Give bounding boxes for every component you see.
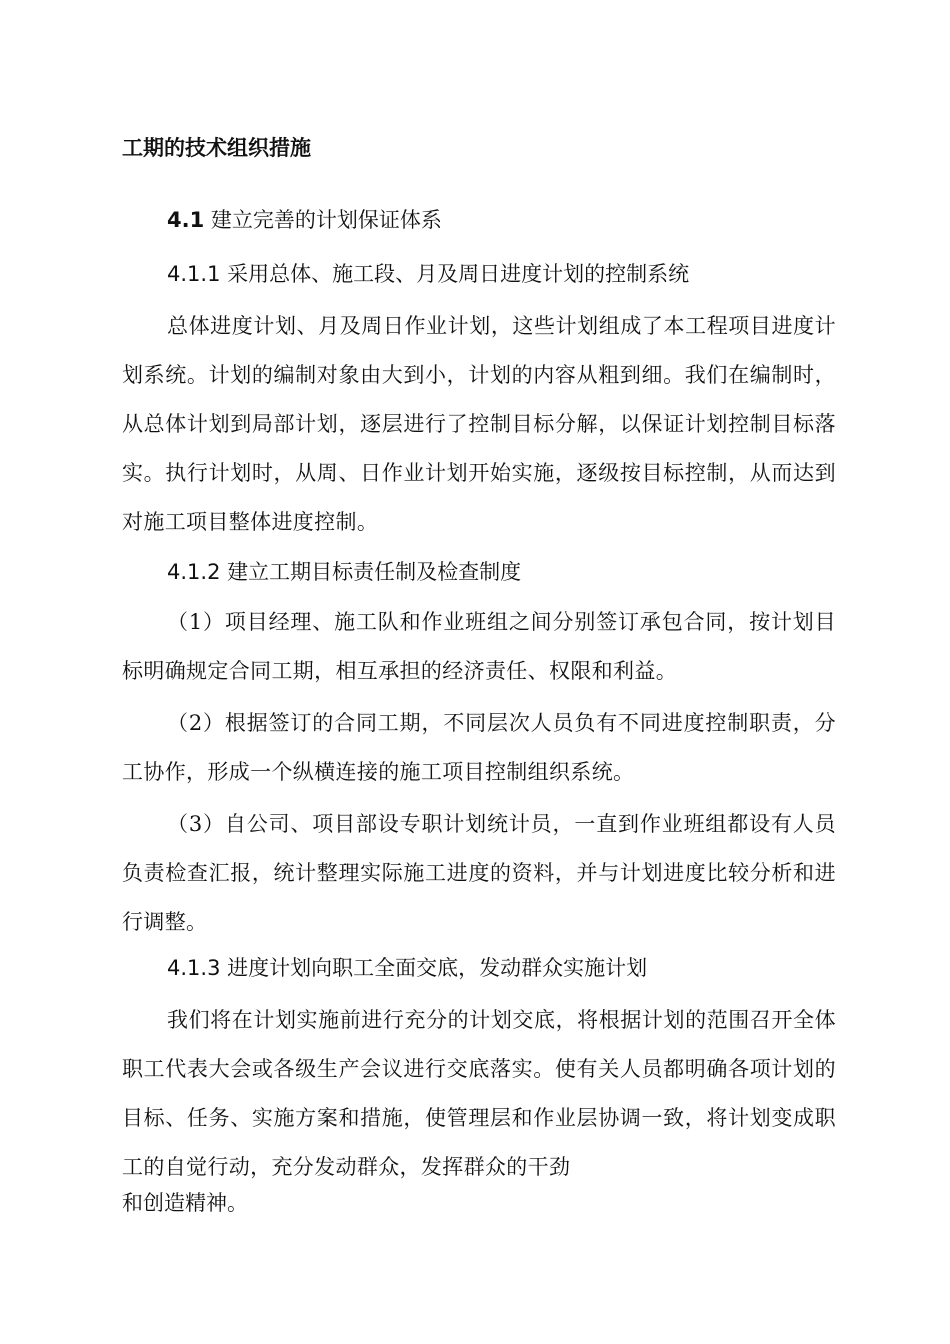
section-4-1-1 — [167, 256, 689, 292]
paragraph-tail-line: 和创造精神。 — [122, 1191, 248, 1215]
paragraph-control-system: 总体进度计划、月及周日作业计划，这些计划组成了本工程项目进度计划系统。计划的编制对象由大到小，计划的内容从粗到细。我们在编制时，从总体计划到局部计划，逐层进行了控制目标分解，以保证计划控制目标落实。执行计划时，从周、日作业计划开始实施，逐级按目标控制，从而达到对施工项目整体进度控制。 — [122, 314, 836, 534]
section-number: 4.1.1 — [167, 262, 221, 286]
section-title: 采用总体、施工段、月及周日进度计划的控制系统 — [227, 262, 690, 286]
section-4-1-2 — [167, 554, 521, 590]
document-heading: 工期的技术组织措施 — [122, 136, 311, 160]
section-title: 建立完善的计划保证体系 — [210, 208, 442, 232]
paragraph-item-3: （3）自公司、项目部设专职计划统计员，一直到作业班组都设有人员负责检查汇报，统计整理实际施工进度的资料，并与计划进度比较分析和进行调整。 — [122, 812, 836, 934]
section-number: 4.1.2 — [167, 560, 221, 584]
paragraph-item-2: （2）根据签订的合同工期，不同层次人员负有不同进度控制职责，分工协作，形成一个纵横连接的施工项目控制组织系统。 — [122, 711, 836, 784]
paragraph-briefing: 我们将在计划实施前进行充分的计划交底，将根据计划的范围召开全体职工代表大会或各级生产会议进行交底落实。使有关人员都明确各项计划的目标、任务、实施方案和措施，使管理层和作业层协调一致，将计划变成职工的自觉行动，充分发动群众，发挥群众的干劲 — [122, 1008, 836, 1179]
section-4-1 — [167, 202, 442, 238]
section-number: 4.1.3 — [167, 956, 221, 980]
paragraph-item-1: （1）项目经理、施工队和作业班组之间分别签订承包合同，按计划目标明确规定合同工期，相互承担的经济责任、权限和利益。 — [122, 610, 836, 683]
section-title: 进度计划向职工全面交底，发动群众实施计划 — [227, 956, 648, 980]
section-4-1-3 — [167, 950, 647, 986]
section-title: 建立工期目标责任制及检查制度 — [227, 560, 522, 584]
section-number: 4.1 — [167, 208, 205, 232]
